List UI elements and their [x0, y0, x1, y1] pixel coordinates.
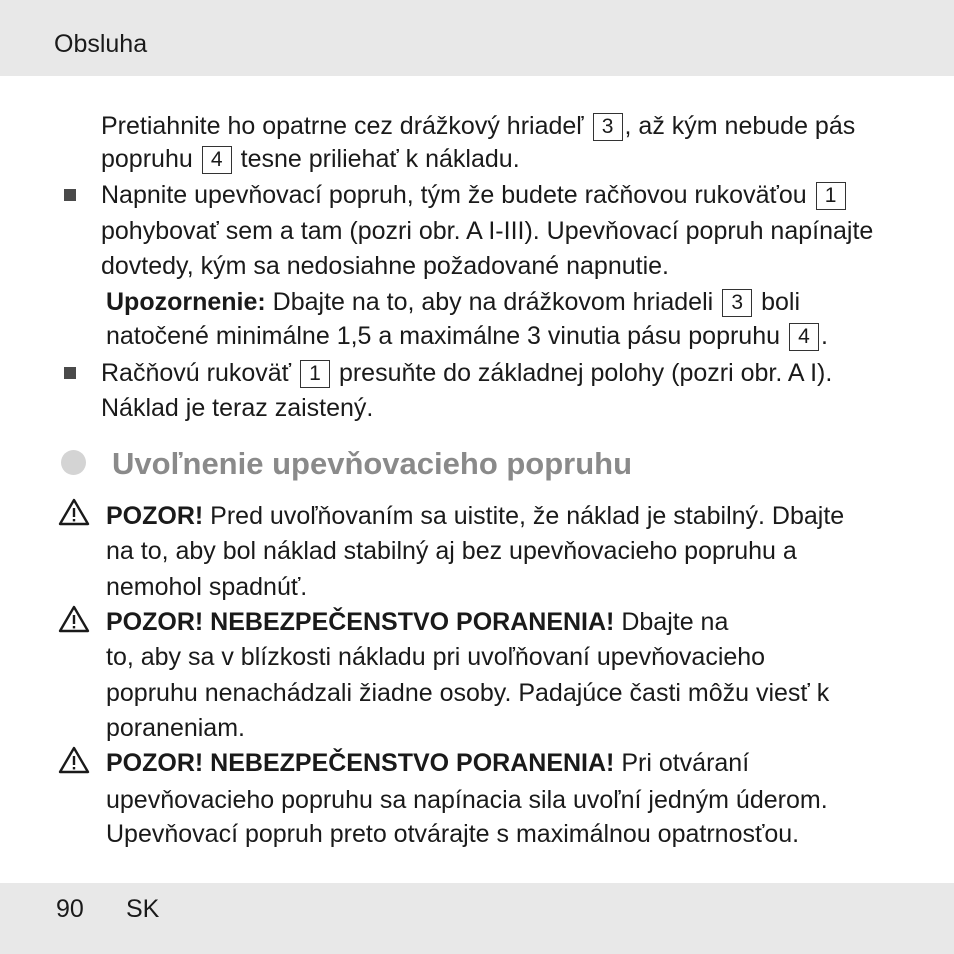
text: tesne priliehať k nákladu. [240, 145, 520, 173]
warning-line: to, aby sa v blízkosti nákladu pri uvoľňovaní upevňovacieho [106, 643, 766, 671]
part-reference-box: 1 [300, 360, 330, 388]
text: presuňte do základnej polohy (pozri obr. A I). [338, 359, 833, 387]
part-reference-box: 4 [789, 323, 819, 351]
part-reference-box: 1 [816, 182, 846, 210]
section-bullet-icon [61, 450, 86, 475]
part-reference-box: 4 [202, 146, 232, 174]
text: Pri otváraní [621, 749, 750, 777]
text: Dbajte na to, aby na drážkovom hriadeli [272, 288, 714, 316]
warning-label: POZOR! NEBEZPEČENSTVO PORANENIA! [106, 749, 615, 777]
text: , až kým nebude pás [624, 112, 856, 140]
note-line [106, 286, 800, 318]
warning-line: Upevňovací popruh preto otvárajte s maximálnou opatrnosťou. [106, 820, 800, 848]
text: natočené minimálne 1,5 a maximálne 3 vinutia pásu popruhu [106, 322, 781, 350]
bullet-square-icon [64, 189, 76, 201]
header-title: Obsluha [54, 30, 148, 58]
text: Dbajte na [621, 608, 729, 636]
text: Pred uvoľňovaním sa uistite, že náklad je stabilný. Dbajte [210, 502, 845, 530]
step-text-line [101, 110, 855, 142]
text: Račňovú rukoväť [101, 359, 292, 387]
text: Napnite upevňovací popruh, tým že budete račňovou rukoväťou [101, 181, 807, 209]
step-text-line: dovtedy, kým sa nedosiahne požadované napnutie. [101, 252, 669, 280]
bullet-square-icon [64, 367, 76, 379]
step-text-line [101, 143, 520, 175]
warning-triangle-icon [58, 746, 90, 774]
step-text-line [101, 179, 848, 211]
warning-line [106, 747, 749, 779]
warning-triangle-icon [58, 605, 90, 633]
warning-label: POZOR! NEBEZPEČENSTVO PORANENIA! [106, 608, 615, 636]
warning-line: poraneniam. [106, 714, 245, 742]
step-text-line: pohybovať sem a tam (pozri obr. A I-III). Upevňovací popruh napínajte [101, 217, 874, 245]
warning-line: popruhu nenachádzali žiadne osoby. Padajúce časti môžu viesť k [106, 679, 830, 707]
text: boli [761, 288, 801, 316]
step-text-line: Náklad je teraz zaistený. [101, 394, 374, 422]
warning-line: nemohol spadnúť. [106, 573, 308, 601]
language-code: SK [126, 895, 160, 923]
page-number: 90 [56, 895, 84, 923]
warning-line [106, 500, 844, 532]
step-text-line [101, 357, 832, 389]
warning-line [106, 606, 728, 638]
part-reference-box: 3 [722, 289, 752, 317]
warning-line: upevňovacieho popruhu sa napínacia sila uvoľní jedným úderom. [106, 786, 828, 814]
note-label: Upozornenie: [106, 288, 266, 316]
text: Pretiahnite ho opatrne cez drážkový hriadeľ [101, 112, 584, 140]
section-title: Uvoľnenie upevňovacieho popruhu [112, 446, 633, 481]
part-reference-box: 3 [593, 113, 623, 141]
warning-label: POZOR! [106, 502, 204, 530]
warning-triangle-icon [58, 498, 90, 526]
text: popruhu [101, 145, 193, 173]
note-line [106, 320, 828, 352]
text: . [820, 322, 828, 350]
warning-line: na to, aby bol náklad stabilný aj bez upevňovacieho popruhu a [106, 537, 797, 565]
